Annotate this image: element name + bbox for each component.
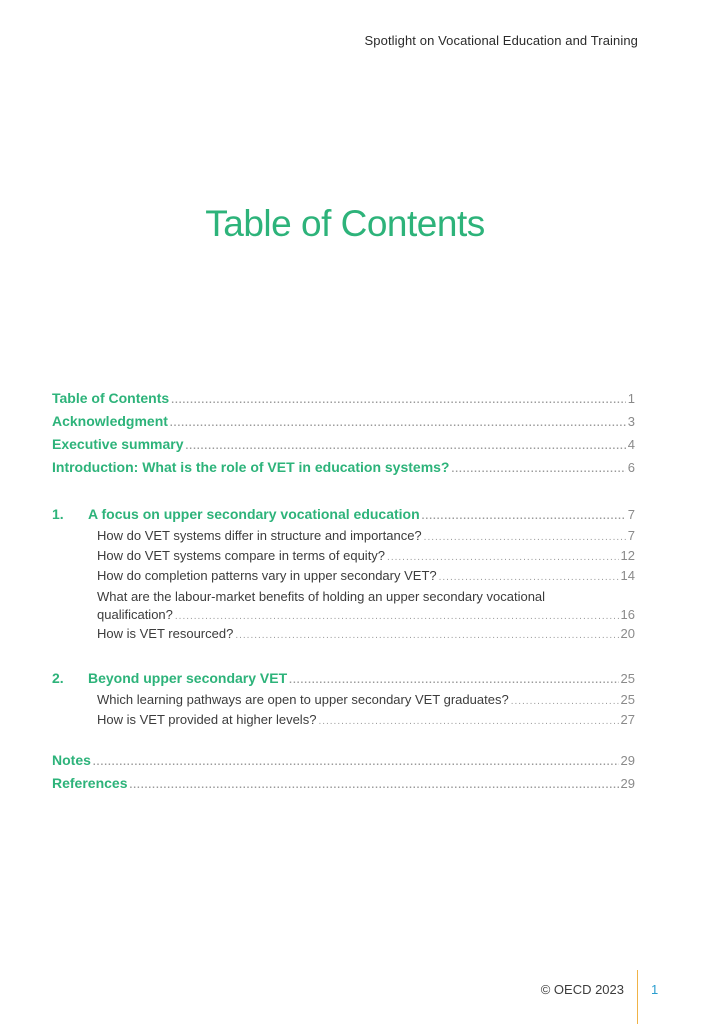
- toc-entry-page: 7: [627, 528, 635, 543]
- toc-subentry[interactable]: [52, 548, 635, 568]
- toc-entry-title: Introduction: What is the role of VET in education systems?: [52, 459, 450, 475]
- dot-leader: [422, 511, 626, 522]
- dot-leader: [130, 780, 619, 791]
- toc-entry-page: 12: [620, 548, 635, 563]
- toc-subentry-title: How do VET systems differ in structure and importance?: [97, 528, 422, 543]
- toc-subentry-title-line2: qualification?: [97, 607, 173, 622]
- dot-leader: [424, 532, 626, 543]
- toc-subentry[interactable]: [52, 712, 635, 732]
- toc-subentry-title: How do completion patterns vary in upper secondary VET?: [97, 568, 437, 583]
- toc-subentry[interactable]: [52, 626, 635, 646]
- toc-entry-page: 29: [620, 753, 635, 768]
- dot-leader: [451, 464, 625, 475]
- toc-entry-page: 29: [620, 776, 635, 791]
- toc-chapter-2[interactable]: [52, 670, 635, 692]
- toc-entry-page: 7: [627, 507, 635, 522]
- toc-entry-page: 25: [620, 671, 635, 686]
- toc-entry-title: Table of Contents: [52, 390, 170, 406]
- chapter-number: 2.: [52, 670, 64, 686]
- toc-entry-title: References: [52, 775, 128, 791]
- toc-entry-introduction[interactable]: [52, 459, 635, 482]
- running-header: Spotlight on Vocational Education and Training: [364, 33, 638, 48]
- dot-leader: [235, 630, 618, 641]
- toc-subentry-title: Which learning pathways are open to upper secondary VET graduates?: [97, 692, 509, 707]
- toc-subentry-wrapped[interactable]: [52, 588, 635, 626]
- toc-entry-page: 6: [627, 460, 635, 475]
- toc-subentry-title: How is VET provided at higher levels?: [97, 712, 317, 727]
- footer-copyright: © OECD 2023: [540, 982, 624, 997]
- toc-entry-page: 1: [627, 391, 635, 406]
- toc-entry-page: 14: [620, 568, 635, 583]
- page-title: Table of Contents: [205, 203, 485, 244]
- toc-subentry[interactable]: [52, 528, 635, 548]
- toc-entry-notes[interactable]: [52, 752, 635, 775]
- toc-chapter-title: A focus on upper secondary vocational education: [88, 506, 420, 522]
- toc-entry-acknowledgment[interactable]: [52, 413, 635, 436]
- toc-entry-title: Acknowledgment: [52, 413, 168, 429]
- dot-leader: [289, 675, 618, 686]
- toc-subentry-title: How is VET resourced?: [97, 626, 234, 641]
- toc-entry-page: 3: [627, 414, 635, 429]
- footer-page-number: 1: [651, 982, 659, 997]
- toc-entry-page: 4: [627, 437, 635, 452]
- toc-subentry[interactable]: [52, 568, 635, 588]
- table-of-contents: [52, 390, 635, 798]
- toc-entry-page: 16: [620, 607, 635, 622]
- dot-leader: [186, 441, 626, 452]
- footer-divider: [637, 970, 638, 1024]
- dot-leader: [318, 716, 618, 727]
- toc-entry-executive-summary[interactable]: [52, 436, 635, 459]
- toc-subentry[interactable]: [52, 692, 635, 712]
- toc-subentry-title-line1: What are the labour-market benefits of holding an upper secondary vocational: [97, 589, 546, 604]
- toc-entry-page: 25: [620, 692, 635, 707]
- dot-leader: [387, 552, 618, 563]
- dot-leader: [511, 696, 619, 707]
- toc-chapter-1[interactable]: [52, 506, 635, 528]
- dot-leader: [439, 572, 619, 583]
- toc-entry-references[interactable]: [52, 775, 635, 798]
- toc-entry-page: 20: [620, 626, 635, 641]
- toc-entry-page: 27: [620, 712, 635, 727]
- dot-leader: [171, 395, 626, 406]
- chapter-number: 1.: [52, 506, 64, 522]
- toc-subentry-title: How do VET systems compare in terms of equity?: [97, 548, 386, 563]
- toc-entry-title: Executive summary: [52, 436, 184, 452]
- toc-chapter-title: Beyond upper secondary VET: [88, 670, 288, 686]
- dot-leader: [175, 608, 619, 626]
- toc-entry-table-of-contents[interactable]: [52, 390, 635, 413]
- dot-leader: [170, 418, 626, 429]
- toc-entry-title: Notes: [52, 752, 91, 768]
- dot-leader: [93, 757, 619, 768]
